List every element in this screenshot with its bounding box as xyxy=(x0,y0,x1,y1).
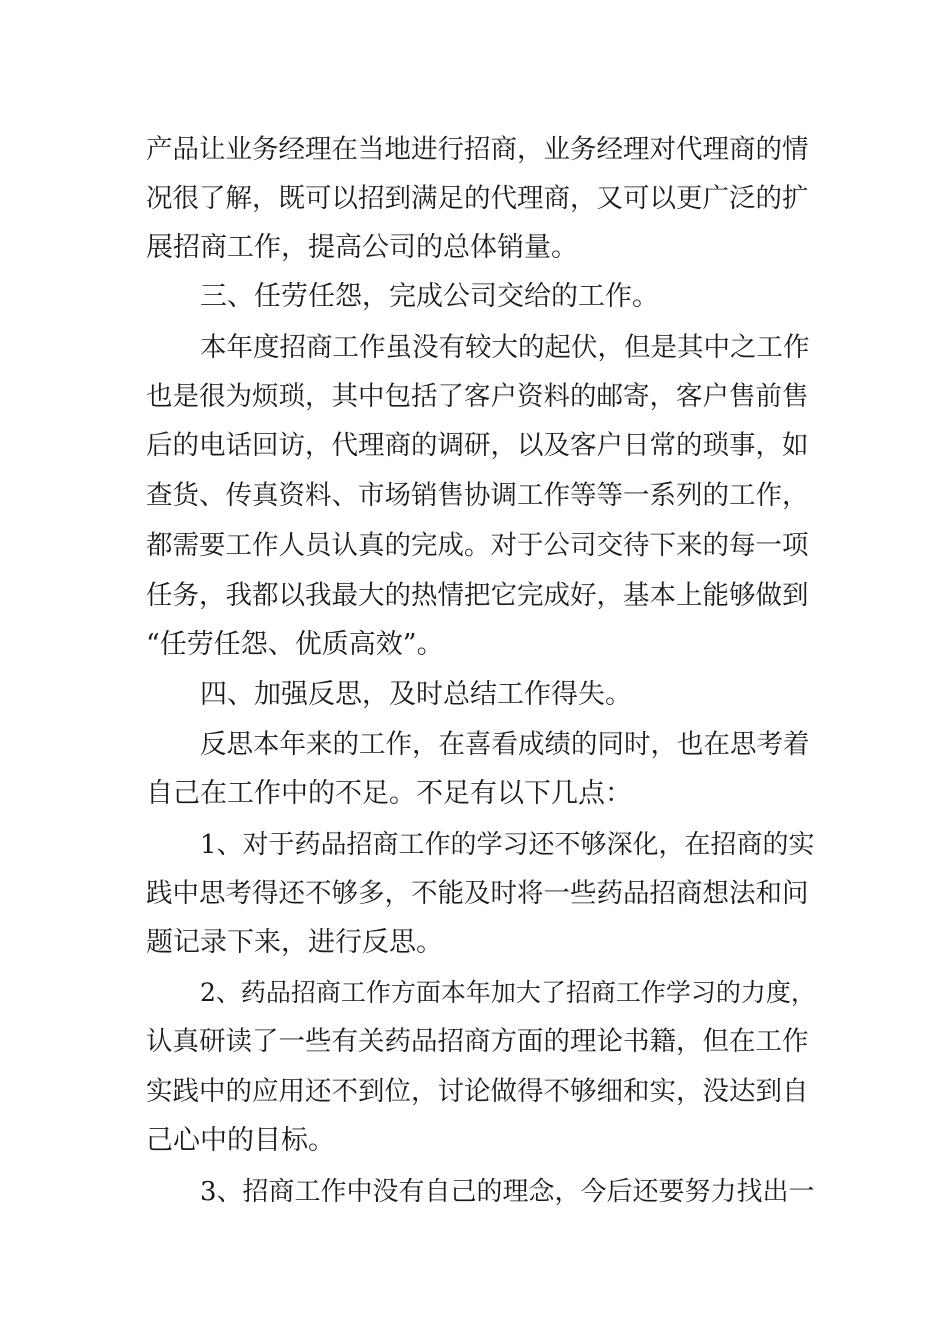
body-text-line: 也是很为烦琐，其中包括了客户资料的邮寄，客户售前售 xyxy=(146,381,809,412)
list-item-line: 实践中的应用还不到位，讨论做得不够细和实，没达到自 xyxy=(146,1076,809,1107)
body-text-line: 况很了解，既可以招到满足的代理商，又可以更广泛的扩 xyxy=(146,183,809,214)
list-item-line: 3、招商工作中没有自己的理念，今后还要努力找出一 xyxy=(200,1177,815,1207)
body-text-line: “任劳任怨、优质高效”。 xyxy=(146,629,444,660)
list-item-line: 践中思考得还不够多，不能及时将一些药品招商想法和问 xyxy=(146,878,809,909)
section-heading: 三、任劳任怨，完成公司交给的工作。 xyxy=(200,281,659,312)
list-item-line: 1、对于药品招商工作的学习还不够深化，在招商的实 xyxy=(200,830,815,860)
list-item-line: 2、药品招商工作方面本年加大了招商工作学习的力度， xyxy=(200,978,816,1007)
body-text-line: 反思本年来的工作，在喜看成绩的同时，也在思考着 xyxy=(200,729,810,760)
body-text-line: 本年度招商工作虽没有较大的起伏，但是其中之工作 xyxy=(200,332,810,363)
list-item-line: 认真研读了一些有关药品招商方面的理论书籍，但在工作 xyxy=(146,1026,809,1057)
list-item-line: 题记录下来，进行反思。 xyxy=(146,927,443,958)
body-text-line: 自己在工作中的不足。不足有以下几点： xyxy=(146,778,632,809)
section-heading: 四、加强反思，及时总结工作得失。 xyxy=(200,679,632,710)
list-item-line: 己心中的目标。 xyxy=(146,1125,335,1156)
body-text-line: 任务，我都以我最大的热情把它完成好，基本上能够做到 xyxy=(146,580,809,611)
body-text-line: 展招商工作，提高公司的总体销量。 xyxy=(146,232,578,263)
body-text-line: 查货、传真资料、市场销售协调工作等等一系列的工作， xyxy=(146,480,809,511)
body-text-line: 产品让业务经理在当地进行招商，业务经理对代理商的情 xyxy=(146,134,809,165)
body-text-line: 后的电话回访，代理商的调研，以及客户日常的琐事，如 xyxy=(146,430,809,461)
body-text-line: 都需要工作人员认真的完成。对于公司交待下来的每一项 xyxy=(146,530,809,561)
